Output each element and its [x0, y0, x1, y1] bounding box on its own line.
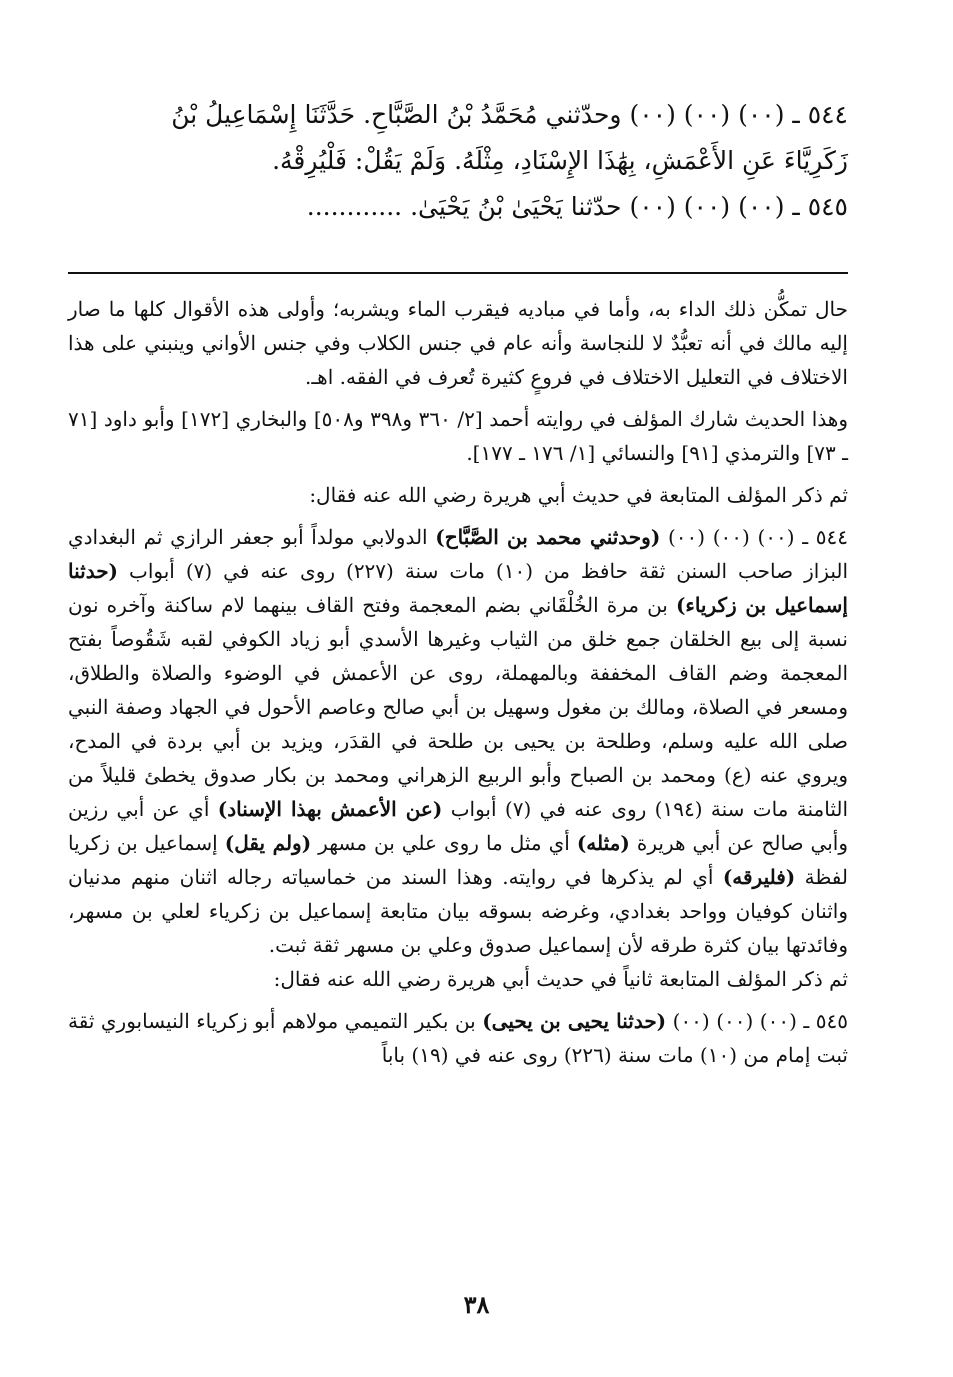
- commentary-paragraph: ثم ذكر المؤلف المتابعة ثانياً في حديث أبي هريرة رضي الله عنه فقال:: [273, 967, 848, 991]
- commentary-paragraph: وهذا الحديث شارك المؤلف في روايته أحمد [٢/ ٣٦٠ و٣٩٨ و٥٠٨] والبخاري [١٧٢] وأبو داود [٧١ ـ ٧٣] والترمذي [٩١] والنسائي [١/ ١٧٦ ـ ١٧٧].: [68, 407, 849, 465]
- commentary-paragraph: حال تمكُّن ذلك الداء به، وأما في مباديه فيقرب الماء ويشربه؛ وأولى هذه الأقوال كلها ما صار إليه مالك في أنه تعبُّدٌ لا للنجاسة وأنه عام في جنس الكلاب وفي جنس الأواني وينبني على هذا الاختلاف في التعليل الاختلاف في فروعٍ كثيرة تُعرف في الفقه. اهـ.: [68, 297, 848, 389]
- separator-rule: [68, 272, 848, 274]
- commentary-text: أي لم يذكرها في روايته. وهذا السند من خماسياته رجاله اثنان منهم مدنيان واثنان كوفيان وواحد بغدادي، وغرضه بسوقه بيان متابعة إسماعيل بن زكرياء لعلي بن مسهر، وفائدتها بيان كثرة طرقه لأن إسماعيل صدوق وعلي بن مسهر ثقة ثبت.: [68, 865, 848, 957]
- matn-quote: (ولم يقل): [224, 831, 312, 855]
- commentary-text: بن مرة الخُلْقَاني بضم المعجمة وفتح القاف بينهما لام ساكنة وآخره نون نسبة إلى بيع الخلقان جمع خلق من الثياب وغيرها الأسدي أبو زياد الكوفي لقبه شَقُوصاً بفتح المعجمة وضم القاف المخففة وبالمهملة، روى عن الأعمش في الوضوء والصلاة والطلاق، ومسعر في الصلاة، ومالك بن مغول وسهيل بن أبي صالح وعاصم الأحول في الجهاد وصفة النبي صلى الله عليه وسلم، وطلحة بن يحيى بن طلحة في القدَر، ويزيد بن أبي بردة في المدح، ويروي عنه (ع) ومحمد بن الصباح وأبو الربيع الزهراني ومحمد بن بكار صدوق يخطئ قليلاً من الثامنة مات سنة (١٩٤) روى عنه في (٧) أبواب: [68, 593, 849, 821]
- page-number: ٣٨: [463, 1290, 490, 1319]
- commentary-paragraph: [68, 1004, 848, 1072]
- commentary-text: إسماعيل بن زكريا لفظة: [68, 831, 849, 889]
- commentary-paragraph: [68, 520, 848, 962]
- matn-quote: (حدثنا يحيى بن يحيى): [482, 1009, 667, 1033]
- commentary: [68, 292, 848, 1072]
- commentary-text: أي مثل ما روى علي بن مسهر: [311, 831, 577, 855]
- commentary-text: الدولابي مولداً أبو جعفر الرازي ثم البغدادي البزاز صاحب السنن ثقة حافظ من (١٠) مات سنة (٢٢٧) روى عنه في (٧) أبواب: [68, 525, 849, 583]
- matn-quote: (مثله): [576, 831, 630, 855]
- commentary-text: ٥٤٤ ـ (٠٠) (٠٠) (٠٠): [660, 525, 848, 549]
- matn-quote: (عن الأعمش بهذا الإسناد): [217, 797, 443, 821]
- hadith-line: ٥٤٤ ـ (٠٠) (٠٠) (٠٠) وحدّثني مُحَمَّدُ بْنُ الصَّبَّاحِ. حَدَّثَنَا إِسْمَاعِيلُ بْنُ: [171, 100, 848, 129]
- commentary-paragraph: ثم ذكر المؤلف المتابعة في حديث أبي هريرة رضي الله عنه فقال:: [309, 483, 848, 507]
- commentary-text: أي عن أبي رزين وأبي صالح عن أبي هريرة: [68, 797, 848, 855]
- hadith-text: [68, 92, 848, 230]
- commentary-text: بن بكير التميمي مولاهم أبو زكرياء النيسابوري ثقة ثبت إمام من (١٠) مات سنة (٢٢٦) روى عنه في (١٩) باباً: [68, 1009, 848, 1067]
- matn-quote: (وحدثني محمد بن الصَّبَّاح): [435, 525, 661, 549]
- commentary-text: ٥٤٥ ـ (٠٠) (٠٠) (٠٠): [666, 1009, 848, 1033]
- hadith-line: ٥٤٥ ـ (٠٠) (٠٠) (٠٠) حدّثنا يَحْيَىٰ بْنُ يَحْيَىٰ. ............: [306, 192, 848, 221]
- matn-quote: (حدثنا إسماعيل بن زكرياء): [68, 559, 848, 617]
- matn-quote: (فليرقه): [722, 865, 796, 889]
- hadith-line: زَكَرِيَّاءَ عَنِ الأَعْمَشِ، بِهَٰذَا الإِسْنَادِ، مِثْلَهُ. وَلَمْ يَقُلْ: فَلْيُرِقْهُ.: [272, 146, 848, 175]
